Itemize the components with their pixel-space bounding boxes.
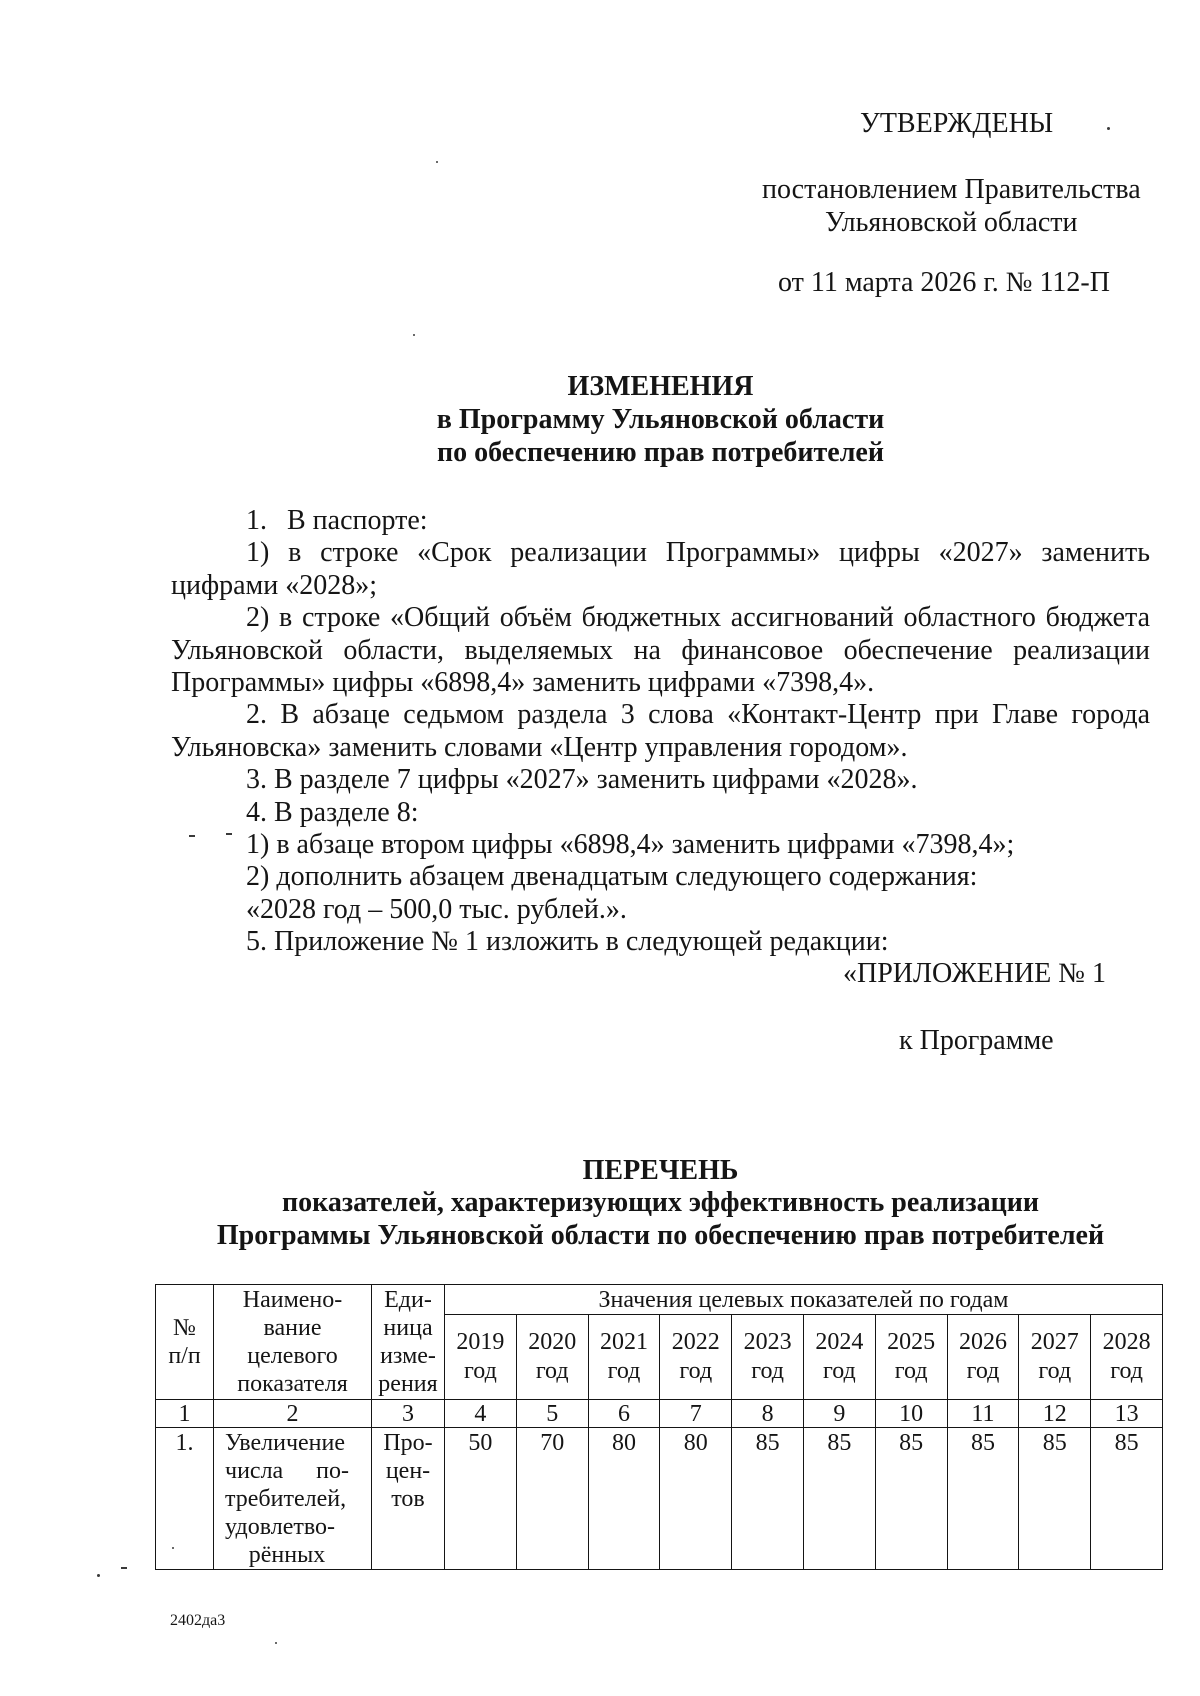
scan-speck <box>172 1547 174 1549</box>
year-unit: год <box>464 1358 497 1384</box>
header-year-cell <box>588 1315 660 1400</box>
list-number: 1. <box>246 505 267 536</box>
year-unit: год <box>1038 1358 1072 1384</box>
header-text-line: Наимено- <box>242 1287 343 1313</box>
scan-speck <box>436 161 438 163</box>
row-unit-line: Про- <box>383 1430 433 1456</box>
year-label: 2021 <box>599 1329 648 1355</box>
approval-date-number: от 11 марта 2026 г. № 112-П <box>778 267 1110 298</box>
header-values-group: Значения целевых показателей по годам <box>445 1285 1163 1315</box>
column-number-cell: 13 <box>1091 1400 1163 1428</box>
row-name-line: рённых <box>248 1542 326 1568</box>
approval-line: постановлением Правительства <box>762 174 1141 205</box>
body-line: 4. В разделе 8: <box>246 796 419 828</box>
year-unit: год <box>823 1358 856 1384</box>
column-number-cell: 9 <box>803 1400 875 1428</box>
year-label: 2019 <box>456 1329 505 1355</box>
column-number-cell: 4 <box>445 1400 517 1428</box>
year-unit: год <box>1110 1358 1143 1384</box>
column-number-cell: 5 <box>516 1400 588 1428</box>
year-label: 2025 <box>887 1329 936 1355</box>
header-unit-cell <box>372 1285 445 1400</box>
row-unit-cell <box>372 1428 445 1570</box>
header-text-line: вание <box>263 1315 322 1341</box>
body-line: 5. Приложение № 1 изложить в следующей редакции: <box>246 926 889 958</box>
row-value-cell: 50 <box>445 1428 517 1570</box>
column-number-cell: 12 <box>1019 1400 1091 1428</box>
scan-speck <box>189 835 195 837</box>
body-line: Ульяновской области, выделяемых на финансовое обеспечение реализации <box>171 634 1150 666</box>
header-name-cell <box>214 1285 372 1400</box>
row-value-cell: 80 <box>660 1428 732 1570</box>
document-heading <box>171 370 1150 469</box>
year-label: 2024 <box>815 1329 864 1355</box>
header-text-line: изме- <box>380 1343 436 1369</box>
row-name-line: удовлетво- <box>225 1514 335 1540</box>
column-number-cell: 8 <box>732 1400 804 1428</box>
body-line: 1) в строке «Срок реализации Программы» цифры «2027» заменить <box>246 537 1150 569</box>
list-heading-line: показателей, характеризующих эффективность реализации <box>282 1187 1039 1219</box>
row-value-cell: 85 <box>803 1428 875 1570</box>
year-unit: год <box>751 1358 784 1384</box>
year-label: 2022 <box>671 1329 720 1355</box>
row-value-cell: 85 <box>732 1428 804 1570</box>
body-line: цифрами «2028»; <box>171 569 378 601</box>
body-item-1 <box>171 505 1150 537</box>
header-num-cell <box>156 1285 214 1400</box>
row-value-cell: 85 <box>1019 1428 1091 1570</box>
year-label: 2023 <box>743 1329 792 1355</box>
header-text-line: ница <box>383 1315 433 1341</box>
column-number-cell: 11 <box>947 1400 1019 1428</box>
header-year-cell <box>875 1315 947 1400</box>
year-label: 2028 <box>1102 1329 1151 1355</box>
table-body <box>156 1285 1163 1570</box>
table-header-row <box>156 1285 1163 1315</box>
body-line: 2. В абзаце седьмом раздела 3 слова «Контакт-Центр при Главе города <box>246 699 1150 731</box>
row-value-cell: 80 <box>588 1428 660 1570</box>
row-name-cell <box>214 1428 372 1570</box>
year-unit: год <box>679 1358 713 1384</box>
list-heading-title: ПЕРЕЧЕНЬ <box>582 1155 739 1186</box>
column-number-cell: 2 <box>214 1400 372 1428</box>
list-text: В паспорте: <box>287 505 428 536</box>
scan-speck <box>275 1642 277 1644</box>
approval-title: УТВЕРЖДЕНЫ <box>860 108 1054 139</box>
row-name-text <box>225 1429 349 1569</box>
column-number-cell: 1 <box>156 1400 214 1428</box>
scan-speck <box>226 833 232 835</box>
scan-speck <box>1107 127 1110 130</box>
row-num-cell: 1. <box>156 1428 214 1570</box>
column-number-cell: 6 <box>588 1400 660 1428</box>
row-name-line: требителей, <box>225 1486 347 1512</box>
header-year-cell <box>516 1315 588 1400</box>
scan-speck <box>97 1574 100 1577</box>
row-unit-line: тов <box>391 1486 425 1512</box>
header-year-cell <box>732 1315 804 1400</box>
header-year-cell <box>803 1315 875 1400</box>
header-year-cell <box>1091 1315 1163 1400</box>
header-text-line: целевого <box>247 1343 338 1369</box>
list-heading <box>171 1155 1150 1252</box>
appendix-to-program: к Программе <box>899 1025 1054 1056</box>
year-unit: год <box>535 1358 569 1384</box>
row-unit-line: цен- <box>385 1458 431 1484</box>
year-label: 2020 <box>528 1329 577 1355</box>
heading-line: по обеспечению прав потребителей <box>437 437 884 468</box>
header-text-line: п/п <box>168 1343 201 1369</box>
year-label: 2027 <box>1030 1329 1079 1355</box>
body-line: 3. В разделе 7 цифры «2027» заменить цифрами «2028». <box>246 764 918 796</box>
heading-title: ИЗМЕНЕНИЯ <box>567 371 754 402</box>
table-row <box>156 1428 1163 1570</box>
row-value-cell: 70 <box>516 1428 588 1570</box>
body-line: Программы» цифры «6898,4» заменить цифрами «7398,4». <box>171 666 875 698</box>
header-year-cell <box>1019 1315 1091 1400</box>
header-year-cell <box>660 1315 732 1400</box>
row-name-line: Увеличение <box>225 1430 346 1456</box>
header-text-line: Еди- <box>384 1287 432 1313</box>
scan-speck <box>413 334 415 336</box>
body-line: «2028 год – 500,0 тыс. рублей.». <box>246 893 627 925</box>
year-unit: год <box>966 1358 1000 1384</box>
header-text-line: рения <box>378 1371 438 1397</box>
row-name-line: числа по- <box>225 1458 349 1484</box>
column-number-cell: 7 <box>660 1400 732 1428</box>
approval-line: Ульяновской области <box>825 207 1078 238</box>
body-line: Ульяновска» заменить словами «Центр управления городом». <box>171 731 908 763</box>
row-value-cell: 85 <box>947 1428 1019 1570</box>
list-heading-line: Программы Ульяновской области по обеспечению прав потребителей <box>216 1219 1105 1251</box>
indicators-table <box>155 1284 1163 1570</box>
column-number-cell: 3 <box>372 1400 445 1428</box>
row-value-cell: 85 <box>1091 1428 1163 1570</box>
scan-speck <box>121 1567 127 1569</box>
document-body <box>171 505 1150 991</box>
header-year-cell <box>947 1315 1019 1400</box>
body-line: 2) дополнить абзацем двенадцатым следующего содержания: <box>246 861 978 893</box>
header-year-cell <box>445 1315 517 1400</box>
body-line: 2) в строке «Общий объём бюджетных ассигнований областного бюджета <box>246 602 1150 634</box>
year-unit: год <box>894 1358 928 1384</box>
body-line: 1) в абзаце втором цифры «6898,4» заменить цифрами «7398,4»; <box>246 828 1015 860</box>
appendix-label: «ПРИЛОЖЕНИЕ № 1 <box>843 958 1106 990</box>
year-unit: год <box>607 1358 641 1384</box>
header-text-line: показателя <box>237 1371 348 1397</box>
year-label: 2026 <box>958 1329 1007 1355</box>
header-text-line: № <box>173 1315 196 1341</box>
column-number-cell: 10 <box>875 1400 947 1428</box>
heading-line: в Программу Ульяновской области <box>436 404 885 435</box>
footer-document-code: 2402да3 <box>170 1612 226 1629</box>
row-value-cell: 85 <box>875 1428 947 1570</box>
column-numbers-row <box>156 1400 1163 1428</box>
